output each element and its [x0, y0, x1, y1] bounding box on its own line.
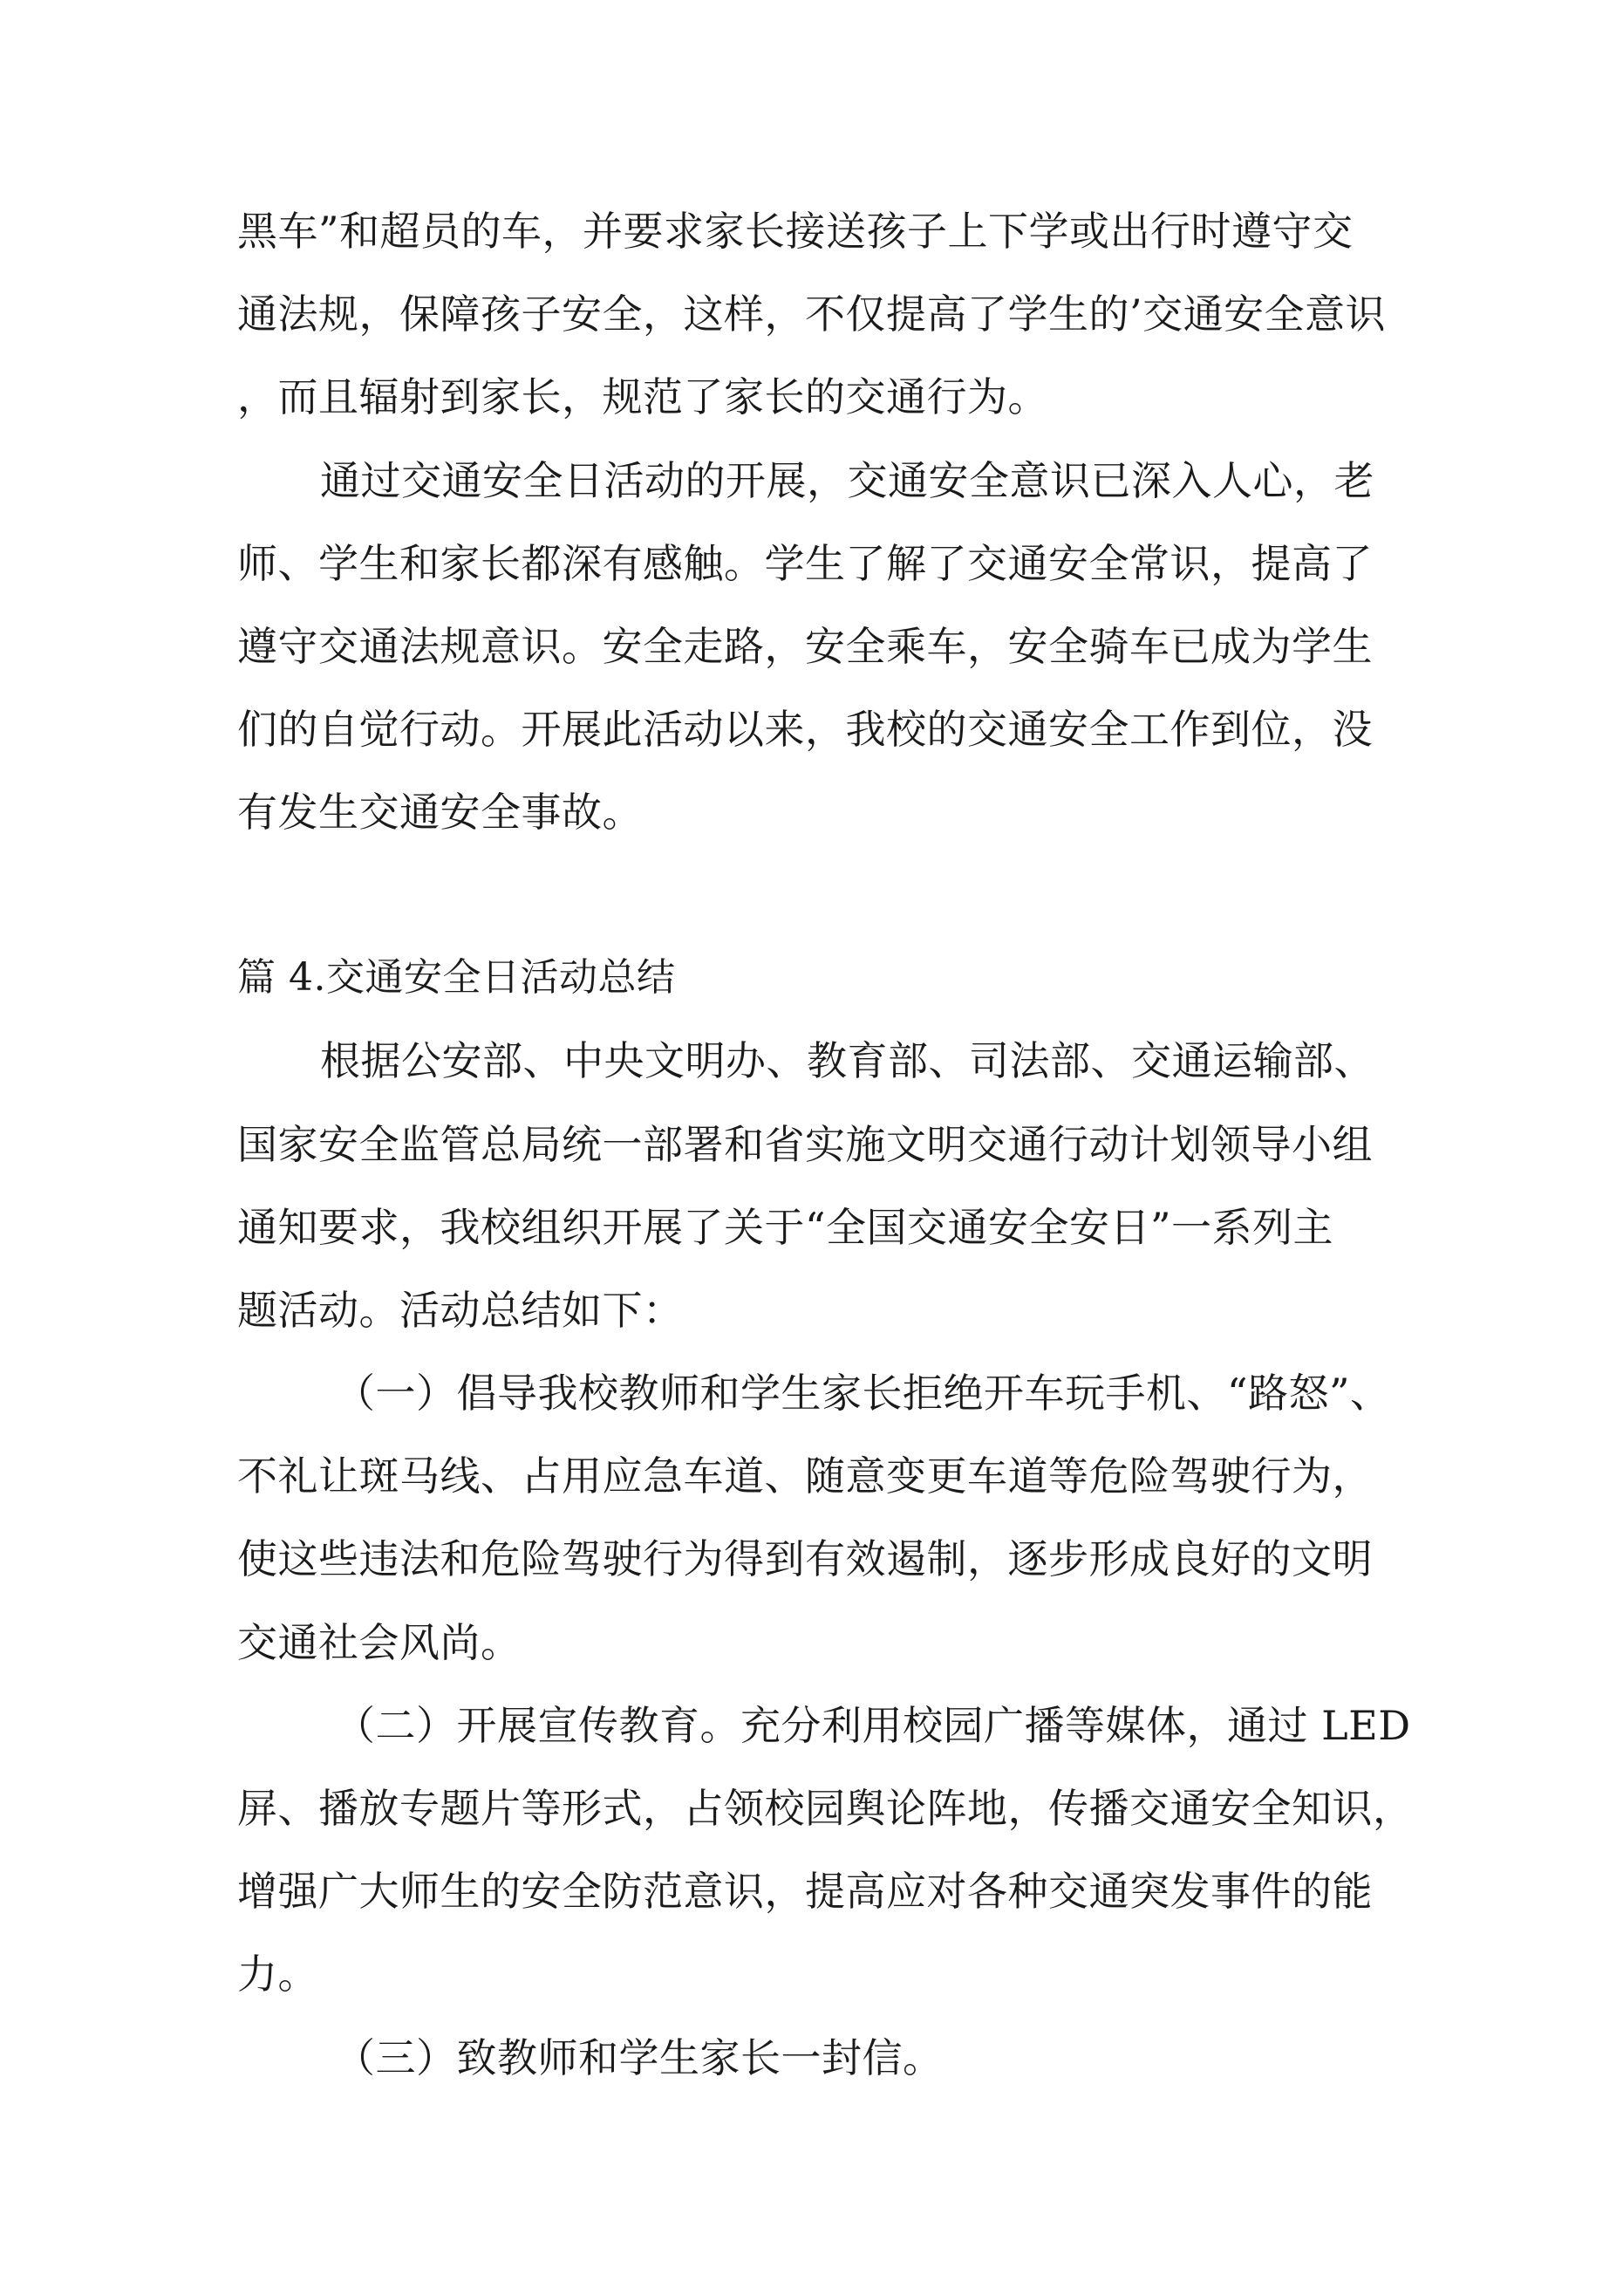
text-line: 屏、播放专题片等形式，占领校园舆论阵地，传播交通安全知识， — [237, 1785, 1414, 1832]
list-item-first-line: （二）开展宣传教育。充分利用校园广播等媒体，通过 LED — [335, 1702, 1411, 1749]
text-line: 不礼让斑马线、占用应急车道、随意变更车道等危险驾驶行为， — [237, 1452, 1373, 1500]
text-line: 有发生交通安全事故。 — [237, 789, 643, 836]
text-line: 通法规，保障孩子安全，这样，不仅提高了学生的’交通安全意识 — [237, 290, 1387, 338]
text-line: 们的自觉行动。开展此活动以来，我校的交通安全工作到位，没 — [237, 706, 1373, 753]
text-line: 黑车”和超员的车，并要求家长接送孩子上下学或出行时遵守交 — [237, 208, 1354, 255]
text-line: 增强广大师生的安全防范意识，提高应对各种交通突发事件的能 — [237, 1868, 1373, 1915]
text-line: 遵守交通法规意识。安全走路，安全乘车，安全骑车已成为学生 — [237, 623, 1373, 670]
text-line: 使这些违法和危险驾驶行为得到有效遏制，逐步形成良好的文明 — [237, 1535, 1373, 1582]
list-item-first-line: （一）倡导我校教师和学生家长拒绝开车玩手机、“路怒”、 — [335, 1370, 1391, 1417]
text-line: ，而且辐射到家长，规范了家长的交通行为。 — [237, 373, 1048, 420]
text-line: 师、学生和家长都深有感触。学生了解了交通安全常识，提高了 — [237, 540, 1373, 587]
text-line: 题活动。活动总结如下： — [237, 1287, 684, 1334]
list-item-first-line: （三）致教师和学生家长一封信。 — [335, 2034, 944, 2081]
text-line: 通知要求，我校组织开展了关于“全国交通安全安日”一系列主 — [237, 1204, 1334, 1251]
paragraph-first-line: 根据公安部、中央文明办、教育部、司法部、交通运输部、 — [320, 1037, 1374, 1084]
text-line: 力。 — [237, 1951, 318, 1998]
paragraph-first-line: 通过交通安全日活动的开展，交通安全意识已深入人心，老 — [320, 457, 1374, 504]
text-line: 国家安全监管总局统一部署和省实施文明交通行动计划领导小组 — [237, 1121, 1373, 1168]
text-line: 交通社会风尚。 — [237, 1619, 522, 1666]
section-heading: 篇 4.交通安全日活动总结 — [237, 955, 676, 1000]
